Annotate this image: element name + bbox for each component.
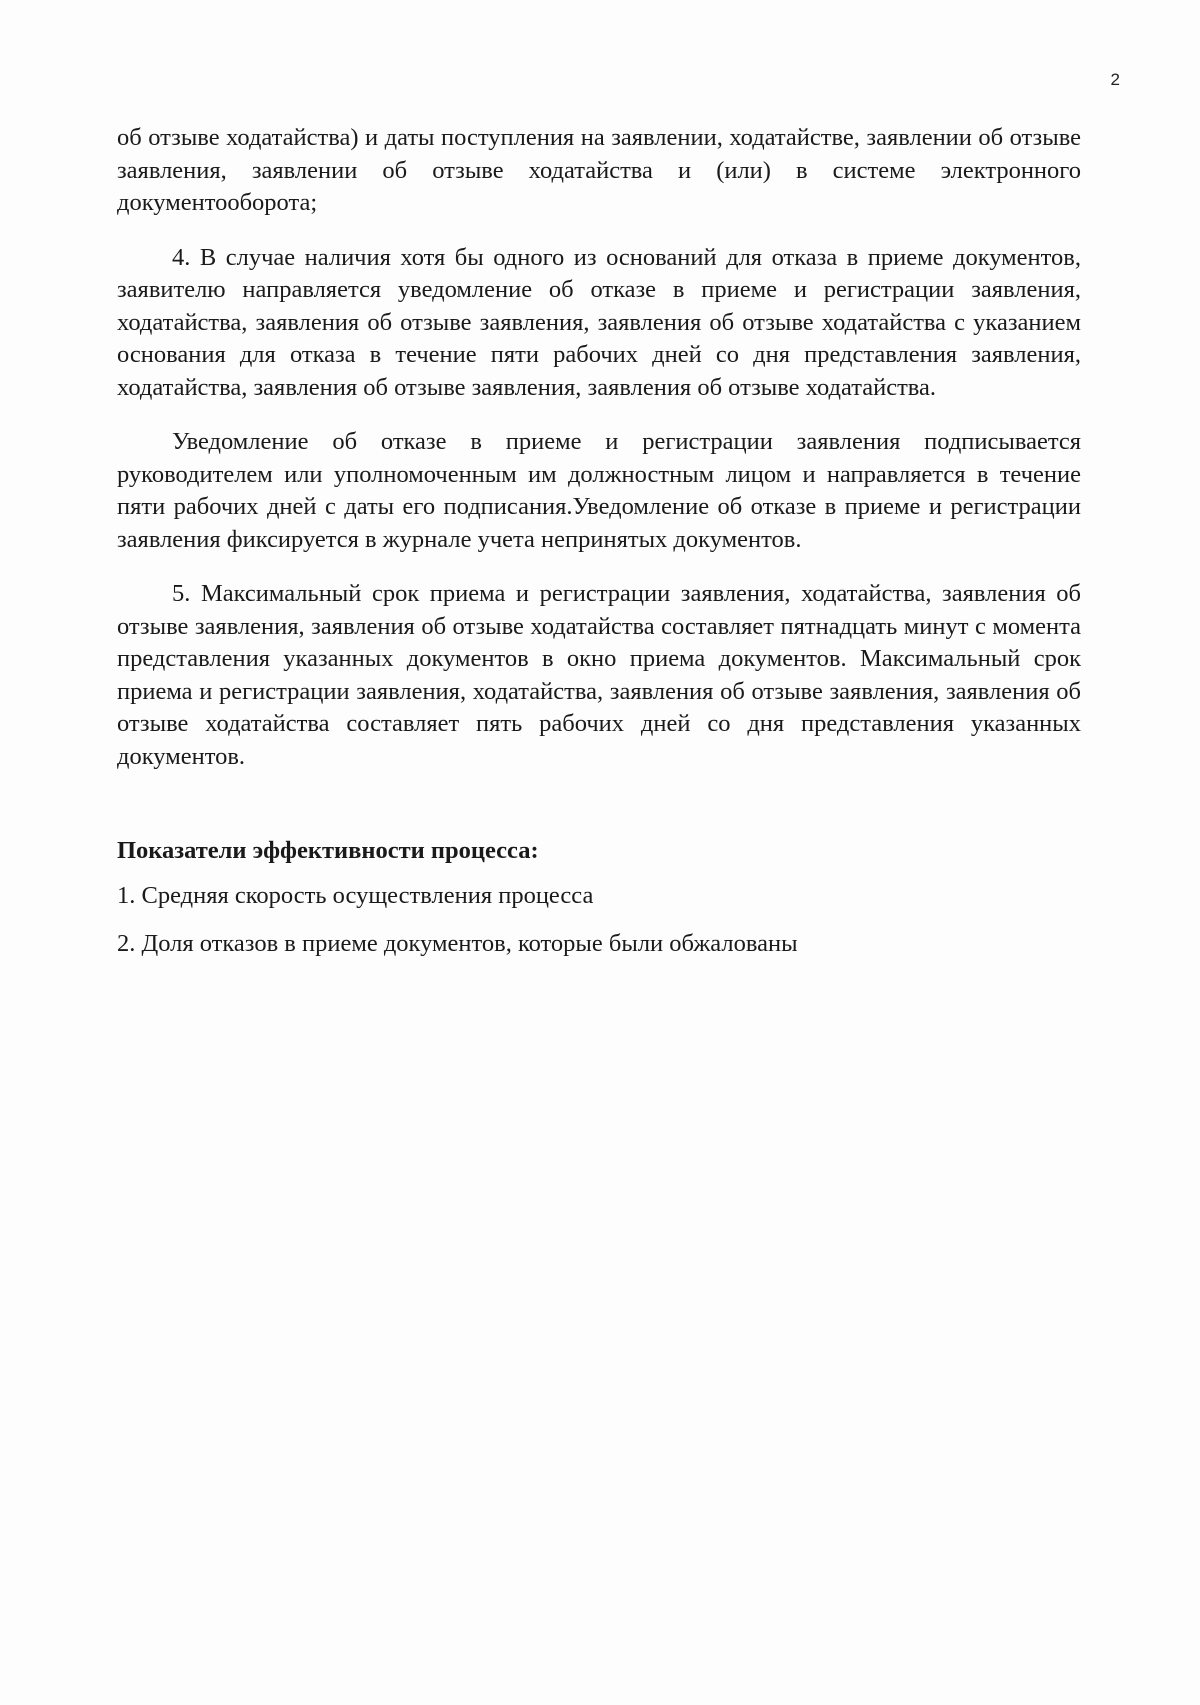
paragraph-continuation: об отзыве ходатайства) и даты поступления на заявлении, ходатайстве, заявлении об отзыве заявления, заявлении об отзыве ходатайства и (или) в системе электронного документооборота; [117, 124, 1081, 216]
page-number: 2 [1110, 70, 1120, 89]
list-item: 1. Средняя скорость осуществления процесса [117, 881, 594, 909]
section-heading: Показатели эффективности процесса: [117, 837, 539, 864]
document-body [117, 122, 1081, 977]
paragraph-item-4: 4. В случае наличия хотя бы одного из оснований для отказа в приеме документов, заявителю направляется уведомление об отказе в приеме и регистрации заявления, ходатайства, заявления об отзыве заявления, заявления об отзыве ходатайства с указанием основания для отказа в течение пяти рабочих дней со дня представления заявления, ходатайства, заявления об отзыве заявления, заявления об отзыве ходатайства. [117, 243, 1081, 401]
list-item: 2. Доля отказов в приеме документов, которые были обжалованы [117, 930, 798, 957]
paragraph-notification: Уведомление об отказе в приеме и регистрации заявления подписывается руководителем или уполномоченным им должностным лицом и направляется в течение пяти рабочих дней с даты его подписания.Уведомление об отказе в приеме и регистрации заявления фиксируется в журнале учета непринятых документов. [117, 428, 1081, 553]
paragraph-item-5: 5. Максимальный срок приема и регистрации заявления, ходатайства, заявления об отзыве заявления, заявления об отзыве ходатайства составляет пятнадцать минут с момента представления указанных документов в окно приема документов. Максимальный срок приема и регистрации заявления, ходатайства, заявления об отзыве заявления, заявления об отзыве ходатайства составляет пять рабочих дней со дня представления указанных документов. [117, 580, 1081, 770]
